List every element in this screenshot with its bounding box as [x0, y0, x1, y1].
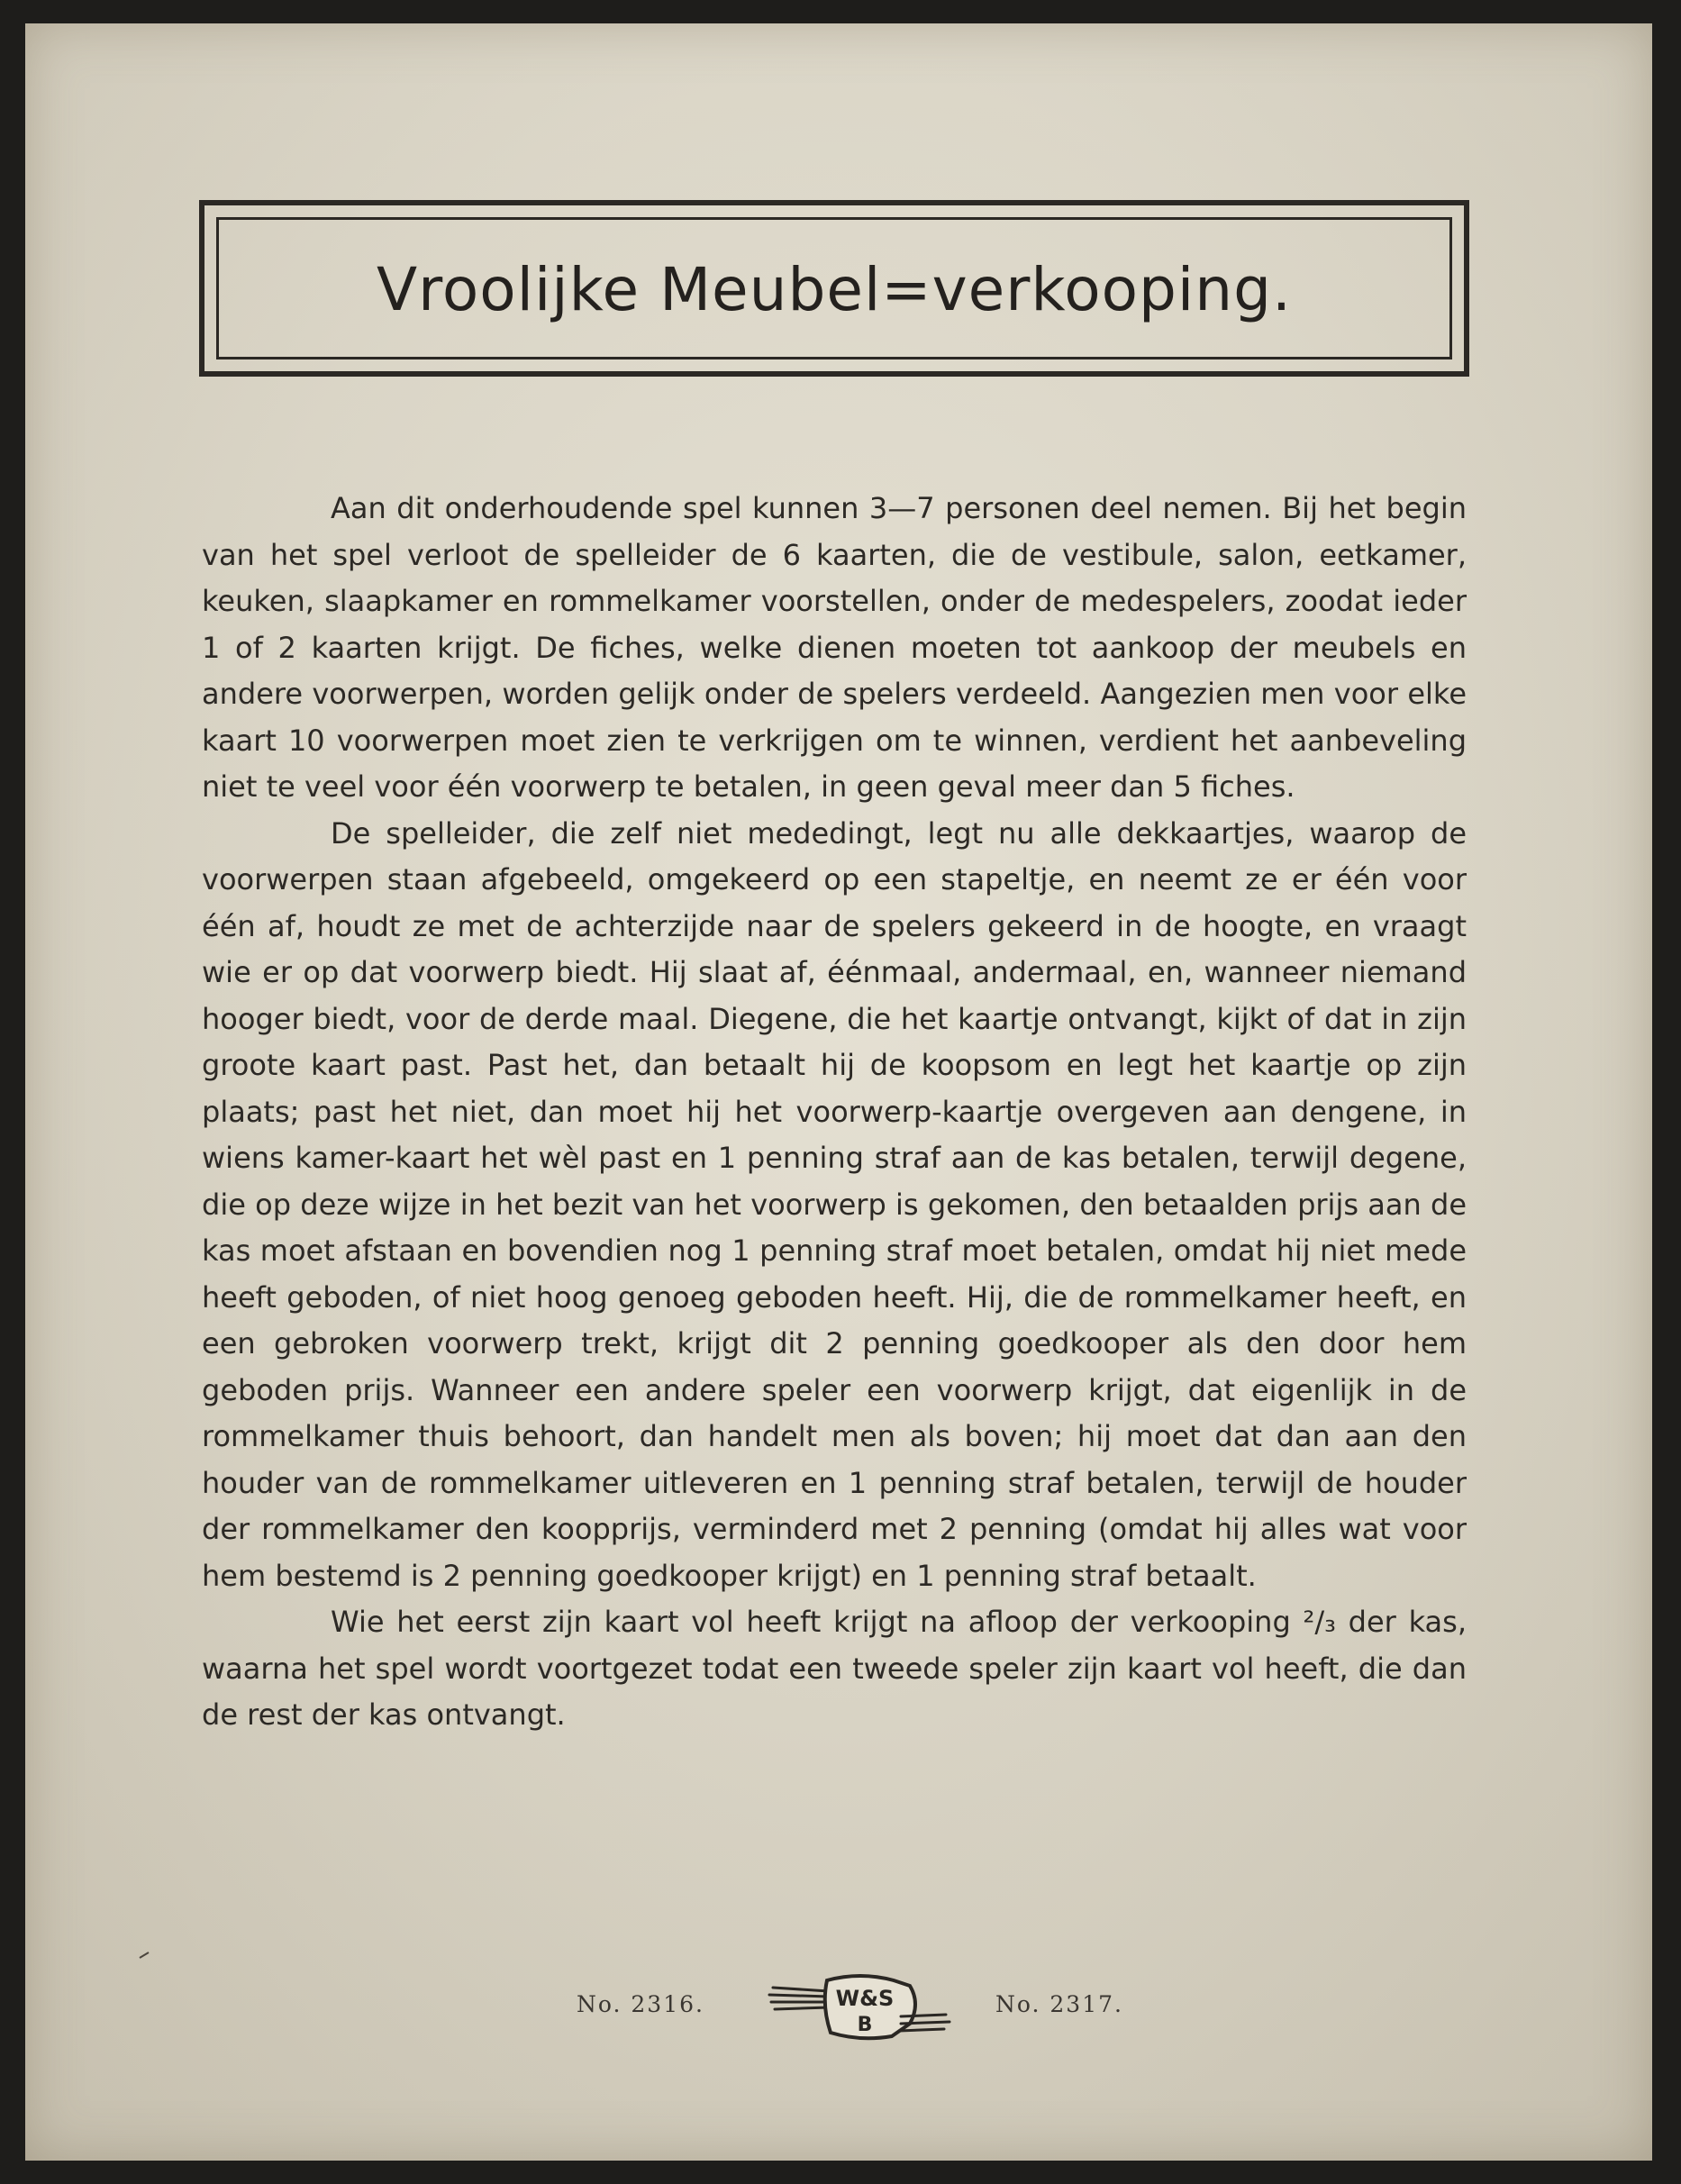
paragraph-winning: Wie het eerst zijn kaart vol heeft krijgt na afloop der verkooping ²/₃ der kas, waarna het spel wordt voortgezet todat een tweede speler zijn kaart vol heeft, die dan de rest der kas ontvangt. — [202, 1605, 1467, 1732]
document-title: Vroolijke Meubel=verkooping. — [377, 254, 1292, 324]
article-number-left: No. 2316. — [577, 1991, 704, 2017]
title-inner-border — [216, 217, 1452, 359]
ink-mark — [139, 1952, 150, 1959]
article-number-right: No. 2317. — [995, 1991, 1123, 2017]
rules-text — [202, 486, 1467, 1739]
publisher-logo — [766, 1970, 955, 2043]
logo-text-bottom: B — [857, 2014, 873, 2036]
footer — [25, 1970, 1652, 2051]
title-frame — [199, 200, 1469, 377]
document-page — [25, 23, 1652, 2161]
logo-text-top: W&S — [835, 1986, 895, 2011]
paragraph-auction-rules: De spelleider, die zelf niet mededingt, legt nu alle dekkaartjes, waarop de voorwerpen staan afgebeeld, omgekeerd op een stapeltje, en neemt ze er één voor één af, houdt ze met de achterzijde naar de spelers gekeerd in de hoogte, en vraagt wie er op dat voorwerp biedt. Hij slaat af, éénmaal, andermaal, en, wanneer niemand hooger biedt, voor de derde maal. Diegene, die het kaartje ontvangt, kijkt of dat in zijn groote kaart past. Past het, dan betaalt hij de koopsom en legt het kaartje op zijn plaats; past het niet, dan moet hij het voorwerp-kaartje overgeven aan dengene, in wiens kamer-kaart het wèl past en 1 penning straf aan de kas betalen, terwijl degene, die op deze wijze in het bezit van het voorwerp is gekomen, den betaalden prijs aan de kas moet afstaan en bovendien nog 1 penning straf moet betalen, omdat hij niet mede heeft geboden, of niet hoog genoeg geboden heeft. Hij, die de rommelkamer heeft, en een gebroken voorwerp trekt, krijgt dit 2 penning goedkooper als den door hem geboden prijs. Wanneer een andere speler een voorwerp krijgt, dat eigenlijk in de rommelkamer thuis behoort, dan handelt men als boven; hij moet dat dan aan den houder van de rommelkamer uitleveren en 1 penning straf betalen, terwijl de houder der rommelkamer den koopprijs, verminderd met 2 penning (omdat hij alles wat voor hem bestemd is 2 penning goedkooper krijgt) en 1 penning straf betaalt. — [202, 815, 1467, 1593]
paragraph-intro: Aan dit onderhoudende spel kunnen 3—7 personen deel nemen. Bij het begin van het spel verloot de spelleider de 6 kaarten, die de vestibule, salon, eetkamer, keuken, slaapkamer en rommelkamer voorstellen, onder de medespelers, zoodat ieder 1 of 2 kaarten krijgt. De fiches, welke dienen moeten tot aankoop der meubels en andere voorwerpen, worden gelijk onder de spelers verdeeld. Aangezien men voor elke kaart 10 voorwerpen moet zien te verkrijgen om te winnen, verdient het aanbeveling niet te veel voor één voorwerp te betalen, in geen geval meer dan 5 fiches. — [202, 491, 1467, 804]
